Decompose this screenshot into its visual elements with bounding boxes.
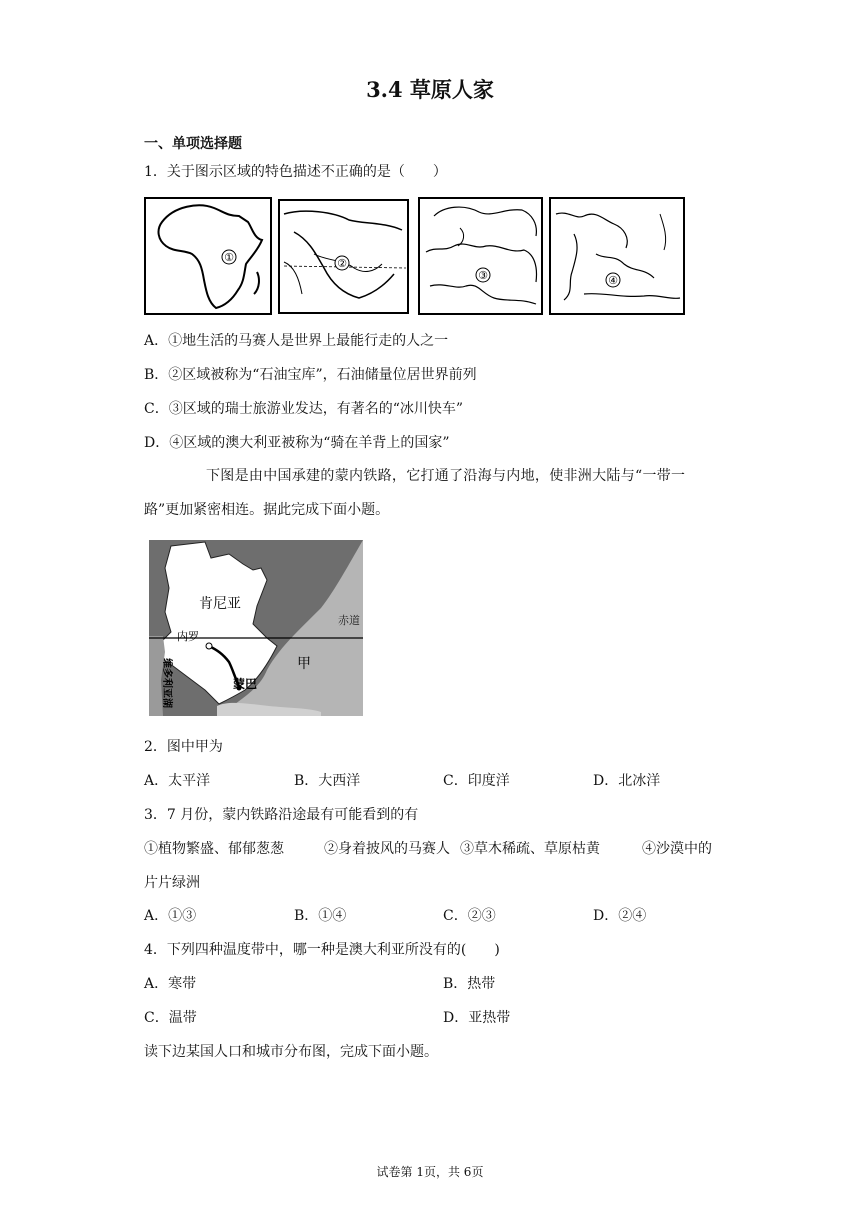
q3-item-1: ①植物繁盛、郁郁葱葱 bbox=[144, 841, 284, 857]
section-heading: 一、单项选择题 bbox=[144, 136, 242, 152]
q1-option-c: C．③区域的瑞士旅游业发达，有著名的“冰川快车” bbox=[144, 401, 464, 417]
passage-line-2: 路”更加紧密相连。据此完成下面小题。 bbox=[144, 502, 390, 518]
question-1-stem: 1．关于图示区域的特色描述不正确的是（ ） bbox=[144, 164, 447, 180]
europe-map-panel bbox=[419, 198, 542, 314]
q4-option-a: A．寒带 bbox=[144, 976, 197, 992]
southeast-asia-map-panel bbox=[550, 198, 684, 314]
label-equator: 赤道 bbox=[338, 614, 360, 627]
label-kenya: 肯尼亚 bbox=[199, 596, 241, 612]
q3-option-c: C．②③ bbox=[443, 908, 496, 924]
question-4-stem: 4．下列四种温度带中，哪一种是澳大利亚所没有的( ) bbox=[144, 942, 500, 958]
q2-option-d: D．北冰洋 bbox=[593, 773, 661, 789]
closing-instruction: 读下边某国人口和城市分布图，完成下面小题。 bbox=[144, 1044, 438, 1060]
label-nairobi: 内罗 bbox=[177, 630, 199, 643]
passage-line-1: 下图是由中国承建的蒙内铁路，它打通了沿海与内地，使非洲大陆与“一带一 bbox=[206, 468, 686, 484]
q2-option-c: C．印度洋 bbox=[443, 773, 510, 789]
q1-option-b: B．②区域被称为“石油宝库”，石油储量位居世界前列 bbox=[144, 367, 477, 383]
q3-item-4-continued: 片片绿洲 bbox=[144, 875, 200, 891]
q3-option-b: B．①④ bbox=[294, 908, 347, 924]
q3-option-d: D．②④ bbox=[593, 908, 647, 924]
q3-item-2: ②身着披风的马赛人 bbox=[324, 841, 450, 857]
question-3-stem: 3．7 月份，蒙内铁路沿途最有可能看到的有 bbox=[144, 807, 419, 823]
q3-item-4: ④沙漠中的 bbox=[642, 841, 712, 857]
page-footer: 试卷第 1页，共 6页 bbox=[376, 1165, 484, 1179]
map-label-4: ④ bbox=[608, 274, 618, 287]
map-label-1: ① bbox=[224, 251, 234, 264]
q4-option-b: B．热带 bbox=[443, 976, 496, 992]
q4-option-d: D．亚热带 bbox=[443, 1010, 511, 1026]
map-label-2: ② bbox=[337, 257, 347, 270]
q1-option-d: D．④区域的澳大利亚被称为“骑在羊背上的国家” bbox=[144, 435, 450, 451]
label-ocean-jia: 甲 bbox=[297, 656, 311, 672]
question-2-stem: 2．图中甲为 bbox=[144, 739, 223, 755]
kenya-railway-map bbox=[149, 540, 365, 718]
q3-option-a: A．①③ bbox=[144, 908, 197, 924]
q2-option-a: A．太平洋 bbox=[144, 773, 211, 789]
q1-option-a: A．①地生活的马赛人是世界上最能行走的人之一 bbox=[144, 333, 449, 349]
q4-option-c: C．温带 bbox=[144, 1010, 197, 1026]
page-title: 3.4 草原人家 bbox=[366, 77, 494, 102]
q3-item-3: ③草木稀疏、草原枯黄 bbox=[460, 841, 600, 857]
africa-map-panel bbox=[145, 198, 271, 314]
label-lake-victoria: 维多利亚湖 bbox=[161, 658, 172, 708]
label-mombasa: 蒙巴 bbox=[233, 677, 258, 691]
map-label-3: ③ bbox=[478, 269, 488, 282]
q2-option-b: B．大西洋 bbox=[294, 773, 361, 789]
regions-map-strip bbox=[144, 194, 686, 318]
middle-east-map-panel bbox=[279, 200, 408, 313]
